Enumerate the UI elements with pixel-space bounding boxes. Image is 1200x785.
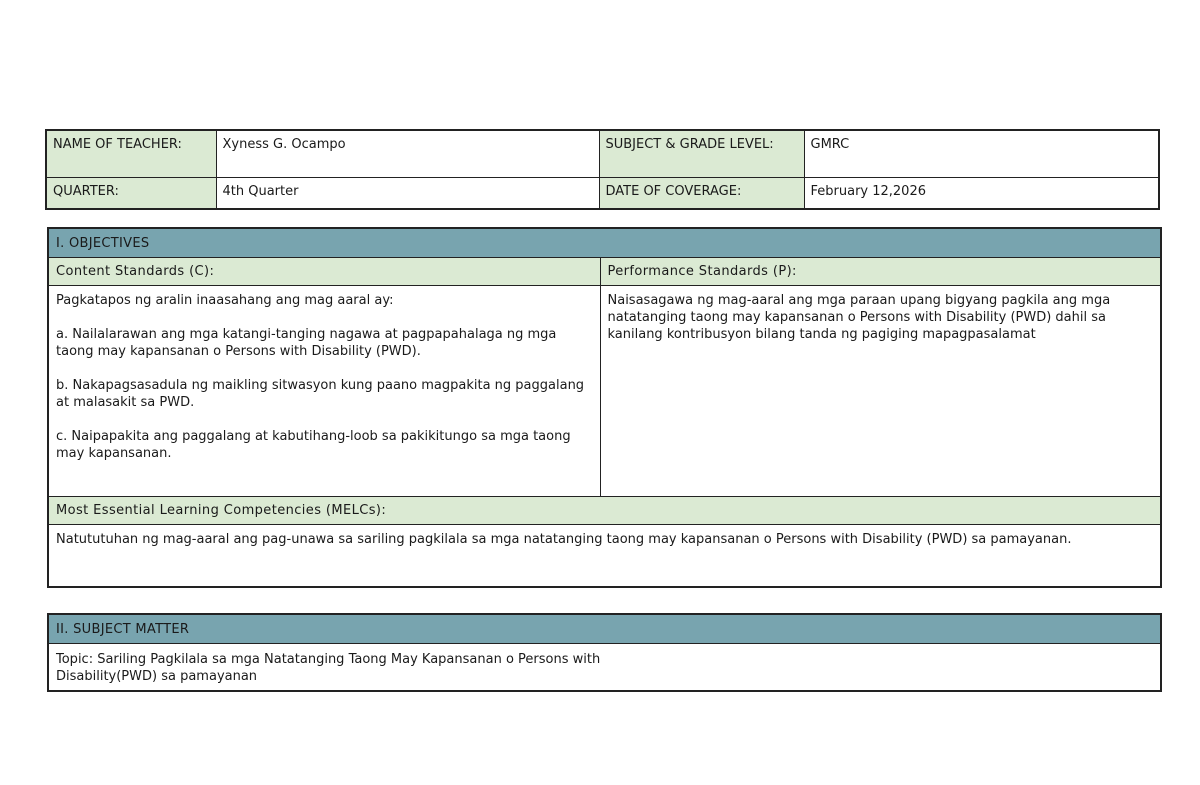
date-coverage-label: DATE OF COVERAGE: <box>599 178 804 210</box>
subject-matter-section <box>47 613 1162 692</box>
performance-text: Naisasagawa ng mag-aaral ang mga paraan upang bigyang pagkila ang mga natatanging taong may kapansanan o Persons with Disability (PWD) dahil sa kanilang kontribusyon bilang tanda ng pagiging mapagpasalamat <box>607 293 1111 342</box>
quarter-value: 4th Quarter <box>216 178 599 210</box>
performance-standards-cell <box>600 286 1161 497</box>
performance-standards-label: Performance Standards (P): <box>600 258 1161 286</box>
teacher-value: Xyness G. Ocampo <box>216 130 599 178</box>
subject-matter-heading: II. SUBJECT MATTER <box>48 614 1161 644</box>
content-intro: Pagkatapos ng aralin inaasahang ang mag aaral ay: <box>56 293 394 308</box>
topic-line-2: Disability(PWD) sa pamayanan <box>56 669 258 684</box>
melc-cell <box>48 525 1161 588</box>
teacher-info-table <box>45 129 1160 210</box>
melc-text: Natututuhan ng mag-aaral ang pag-unawa sa sariling pagkilala sa mga natatanging taong may kapansanan o Persons with Disability (PWD) sa pamayanan. <box>56 532 1072 547</box>
content-standards-label: Content Standards (C): <box>48 258 600 286</box>
objectives-heading: I. OBJECTIVES <box>48 228 1161 258</box>
teacher-label: NAME OF TEACHER: <box>46 130 216 178</box>
topic-cell <box>48 644 1161 692</box>
subject-grade-label: SUBJECT & GRADE LEVEL: <box>599 130 804 178</box>
content-item-b: b. Nakapagsasadula ng maikling sitwasyon kung paano magpakita ng paggalang at malasakit sa PWD. <box>56 378 585 410</box>
subject-grade-value: GMRC <box>804 130 1159 178</box>
content-item-c: c. Naipapakita ang paggalang at kabutihang-loob sa pakikitungo sa mga taong may kapansanan. <box>56 429 571 461</box>
date-coverage-value: February 12,2026 <box>804 178 1159 210</box>
content-item-a: a. Nailalarawan ang mga katangi-tanging nagawa at pagpapahalaga ng mga taong may kapansanan o Persons with Disability (PWD). <box>56 327 557 359</box>
melc-label: Most Essential Learning Competencies (MELCs): <box>48 497 1161 525</box>
topic-line-1: Topic: Sariling Pagkilala sa mga Natatanging Taong May Kapansanan o Persons with <box>56 652 601 667</box>
objectives-section <box>47 227 1162 588</box>
content-standards-cell <box>48 286 600 497</box>
quarter-label: QUARTER: <box>46 178 216 210</box>
